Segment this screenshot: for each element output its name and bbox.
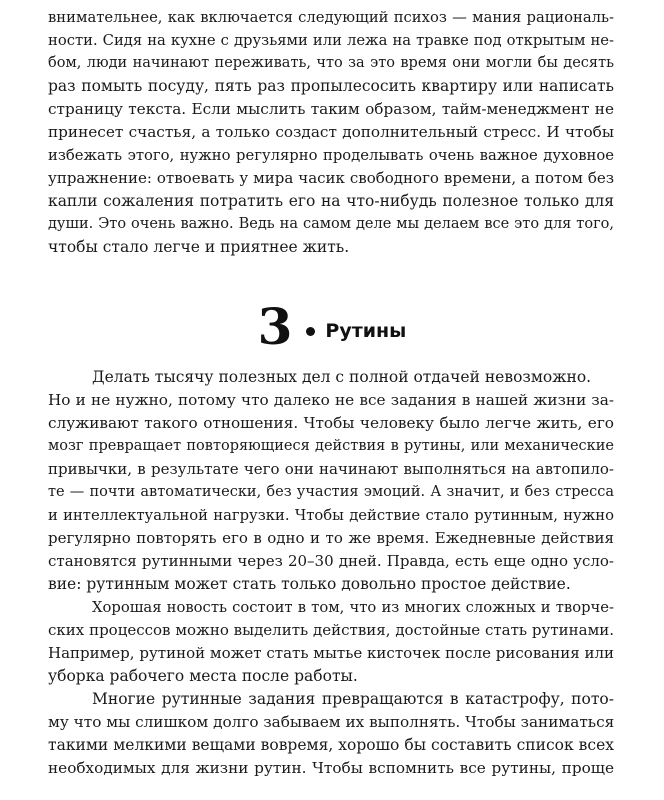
text-line: ности. Сидя на кухне с друзьями или лежа на травке под открытым не- (48, 32, 614, 49)
chapter-title: Рутины (325, 320, 407, 342)
text-line: избежать этого, нужно регулярно проделывать очень важное духовное (48, 147, 614, 164)
text-line: му что мы слишком долго забываем их выполнять. Чтобы заниматься (48, 713, 614, 731)
text-line: Делать тысячу полезных дел с полной отдачей невозможно. (92, 368, 592, 386)
text-line: такими мелкими вещами вовремя, хорошо бы составить список всех (48, 736, 614, 754)
text-line: Хорошая новость состоит в том, что из многих сложных и творче- (92, 599, 614, 616)
text-line: капли сожаления потратить его на что-нибудь полезное только для (48, 192, 614, 210)
text-line: те — почти автоматически, без участия эмоций. А значит, и без стресса (48, 484, 614, 500)
text-line: вие: рутинным может стать только довольно простое действие. (48, 575, 571, 593)
text-line: раз помыть посуду, пять раз пропылесосить квартиру или написать (48, 77, 614, 95)
text-line: служивают такого отношения. Чтобы человеку было легче жить, его (48, 414, 614, 432)
chapter-heading (0, 298, 664, 356)
text-line: необходимых для жизни рутин. Чтобы вспомнить все рутины, проще (48, 759, 614, 777)
bullet-icon (306, 327, 315, 336)
text-line: души. Это очень важно. Ведь на самом деле мы делаем все это для того, (48, 216, 614, 232)
text-line: бом, люди начинают переживать, что за это время они могли бы десять (48, 55, 614, 71)
text-line: принесет счастья, а только создаст дополнительный стресс. И чтобы (48, 123, 614, 141)
text-line: привычки, в результате чего они начинают выполняться на автопило- (48, 460, 614, 478)
text-line: внимательнее, как включается следующий психоз — мания рациональ- (48, 9, 614, 26)
text-line: ских процессов можно выделить действия, достойные стать рутинами. (48, 621, 614, 639)
text-line: страницу текста. Если мыслить таким образом, тайм-менеджмент не (48, 100, 614, 118)
chapter-number: 3 (257, 297, 293, 356)
text-line: Многие рутинные задания превращаются в катастрофу, пото- (92, 690, 614, 708)
text-line: Но и не нужно, потому что далеко не все задания в нашей жизни за- (48, 391, 614, 409)
text-line: уборка рабочего места после работы. (48, 667, 358, 685)
text-line: Например, рутиной может стать мытье кисточек после рисования или (48, 644, 614, 662)
text-line: мозг превращает повторяющиеся действия в рутины, или механические (48, 438, 614, 454)
text-line: регулярно повторять его в одно и то же время. Ежедневные действия (48, 529, 614, 547)
text-line: чтобы стало легче и приятнее жить. (48, 238, 350, 256)
text-line: становятся рутинными через 20–30 дней. Правда, есть еще одно усло- (48, 552, 614, 570)
text-line: упражнение: отвоевать у мира часик свободного времени, а потом без (48, 169, 614, 187)
text-line: и интеллектуальной нагрузки. Чтобы действие стало рутинным, нужно (48, 507, 614, 524)
